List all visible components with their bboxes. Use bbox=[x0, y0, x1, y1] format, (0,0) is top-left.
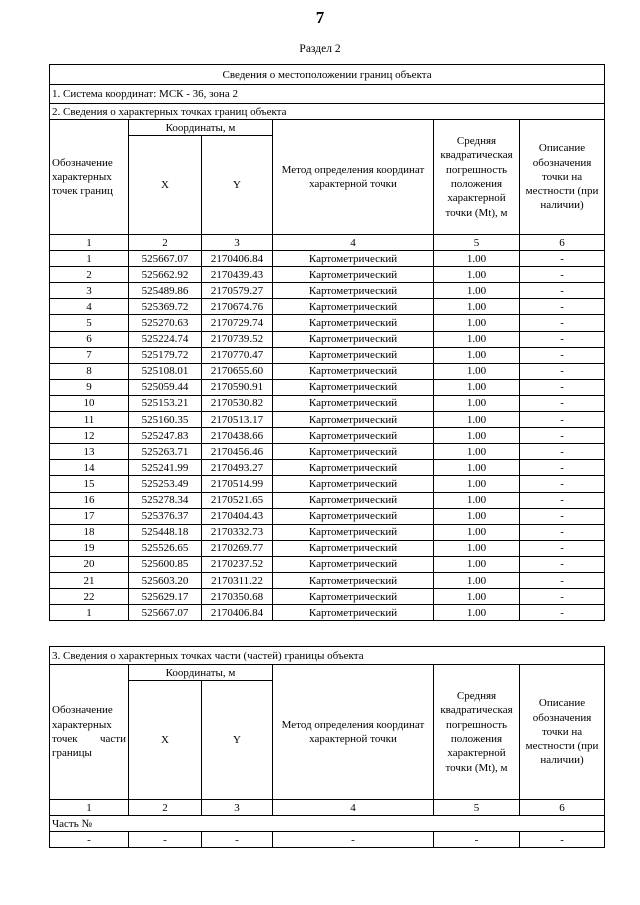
header-designation-2: Обозначение характерных точек части границы bbox=[50, 665, 129, 800]
point-y: 2170332.73 bbox=[202, 524, 273, 540]
point-error: 1.00 bbox=[434, 363, 520, 379]
point-description: - bbox=[520, 331, 605, 347]
point-x: 525224.74 bbox=[129, 331, 202, 347]
point-method: Картометрический bbox=[273, 395, 434, 411]
point-id: 2 bbox=[50, 267, 129, 283]
table-row bbox=[50, 556, 605, 572]
point-id: 15 bbox=[50, 476, 129, 492]
col-number: 1 bbox=[50, 235, 129, 251]
point-x: 525108.01 bbox=[129, 363, 202, 379]
table-row bbox=[50, 347, 605, 363]
col-number: 3 bbox=[202, 235, 273, 251]
empty-cell: - bbox=[273, 832, 434, 848]
part-points-table bbox=[49, 646, 605, 848]
point-id: 7 bbox=[50, 347, 129, 363]
header-y: Y bbox=[202, 136, 273, 235]
point-description: - bbox=[520, 572, 605, 588]
point-id: 1 bbox=[50, 605, 129, 621]
header-y-2: Y bbox=[202, 681, 273, 800]
point-description: - bbox=[520, 251, 605, 267]
table-row bbox=[50, 524, 605, 540]
point-error: 1.00 bbox=[434, 444, 520, 460]
point-x: 525263.71 bbox=[129, 444, 202, 460]
point-error: 1.00 bbox=[434, 524, 520, 540]
col-number: 2 bbox=[129, 235, 202, 251]
point-error: 1.00 bbox=[434, 412, 520, 428]
header-method-2: Метод определения координат характерной точки bbox=[273, 665, 434, 800]
header-description: Описание обозначения точки на местности (при наличии) bbox=[520, 120, 605, 235]
point-y: 2170406.84 bbox=[202, 251, 273, 267]
point-method: Картометрический bbox=[273, 331, 434, 347]
col-number: 3 bbox=[202, 800, 273, 816]
point-error: 1.00 bbox=[434, 540, 520, 556]
table-row bbox=[50, 363, 605, 379]
point-y: 2170439.43 bbox=[202, 267, 273, 283]
point-y: 2170521.65 bbox=[202, 492, 273, 508]
point-id: 18 bbox=[50, 524, 129, 540]
point-id: 13 bbox=[50, 444, 129, 460]
point-y: 2170530.82 bbox=[202, 395, 273, 411]
point-description: - bbox=[520, 589, 605, 605]
table-row bbox=[50, 460, 605, 476]
col-number: 2 bbox=[129, 800, 202, 816]
point-id: 20 bbox=[50, 556, 129, 572]
point-error: 1.00 bbox=[434, 508, 520, 524]
table-row bbox=[50, 331, 605, 347]
col-number: 1 bbox=[50, 800, 129, 816]
point-description: - bbox=[520, 428, 605, 444]
point-id: 5 bbox=[50, 315, 129, 331]
header-method: Метод определения координат характерной точки bbox=[273, 120, 434, 235]
point-error: 1.00 bbox=[434, 395, 520, 411]
point-error: 1.00 bbox=[434, 379, 520, 395]
point-x: 525369.72 bbox=[129, 299, 202, 315]
point-description: - bbox=[520, 379, 605, 395]
point-x: 525179.72 bbox=[129, 347, 202, 363]
empty-cell: - bbox=[434, 832, 520, 848]
point-y: 2170269.77 bbox=[202, 540, 273, 556]
point-x: 525667.07 bbox=[129, 251, 202, 267]
col-number: 5 bbox=[434, 235, 520, 251]
section-title: Раздел 2 bbox=[299, 43, 341, 55]
point-id: 3 bbox=[50, 283, 129, 299]
point-description: - bbox=[520, 347, 605, 363]
point-x: 525153.21 bbox=[129, 395, 202, 411]
coord-system: 1. Система координат: МСК - 36, зона 2 bbox=[50, 85, 605, 104]
point-description: - bbox=[520, 283, 605, 299]
point-method: Картометрический bbox=[273, 267, 434, 283]
point-y: 2170513.17 bbox=[202, 412, 273, 428]
point-x: 525059.44 bbox=[129, 379, 202, 395]
point-y: 2170739.52 bbox=[202, 331, 273, 347]
point-x: 525629.17 bbox=[129, 589, 202, 605]
point-error: 1.00 bbox=[434, 492, 520, 508]
point-description: - bbox=[520, 476, 605, 492]
point-method: Картометрический bbox=[273, 299, 434, 315]
point-error: 1.00 bbox=[434, 315, 520, 331]
point-y: 2170729.74 bbox=[202, 315, 273, 331]
point-error: 1.00 bbox=[434, 347, 520, 363]
col-number: 6 bbox=[520, 800, 605, 816]
empty-cell: - bbox=[202, 832, 273, 848]
point-y: 2170311.22 bbox=[202, 572, 273, 588]
point-x: 525662.92 bbox=[129, 267, 202, 283]
point-description: - bbox=[520, 556, 605, 572]
point-description: - bbox=[520, 395, 605, 411]
point-id: 16 bbox=[50, 492, 129, 508]
point-id: 8 bbox=[50, 363, 129, 379]
point-method: Картометрический bbox=[273, 556, 434, 572]
point-y: 2170406.84 bbox=[202, 605, 273, 621]
point-y: 2170493.27 bbox=[202, 460, 273, 476]
header-error: Средняя квадратическая погрешность положения характерной точки (Mt), м bbox=[434, 120, 520, 235]
table-row bbox=[50, 540, 605, 556]
point-error: 1.00 bbox=[434, 283, 520, 299]
page-number: 7 bbox=[315, 8, 325, 27]
point-y: 2170237.52 bbox=[202, 556, 273, 572]
point-description: - bbox=[520, 444, 605, 460]
point-y: 2170514.99 bbox=[202, 476, 273, 492]
table-row bbox=[50, 379, 605, 395]
point-method: Картометрический bbox=[273, 476, 434, 492]
point-method: Картометрический bbox=[273, 444, 434, 460]
table-row bbox=[50, 267, 605, 283]
point-x: 525253.49 bbox=[129, 476, 202, 492]
point-id: 1 bbox=[50, 251, 129, 267]
point-x: 525376.37 bbox=[129, 508, 202, 524]
header-description-2: Описание обозначения точки на местности (при наличии) bbox=[520, 665, 605, 800]
col-number: 5 bbox=[434, 800, 520, 816]
point-x: 525160.35 bbox=[129, 412, 202, 428]
point-id: 10 bbox=[50, 395, 129, 411]
point-x: 525270.63 bbox=[129, 315, 202, 331]
point-method: Картометрический bbox=[273, 508, 434, 524]
header-coords: Координаты, м bbox=[129, 120, 273, 136]
point-method: Картометрический bbox=[273, 283, 434, 299]
point-error: 1.00 bbox=[434, 572, 520, 588]
col-number: 4 bbox=[273, 235, 434, 251]
empty-cell: - bbox=[50, 832, 129, 848]
point-description: - bbox=[520, 508, 605, 524]
subsection-title-2: 3. Сведения о характерных точках части (частей) границы объекта bbox=[50, 647, 605, 665]
col-number: 4 bbox=[273, 800, 434, 816]
table-row bbox=[50, 315, 605, 331]
points-body bbox=[50, 251, 605, 621]
point-method: Картометрический bbox=[273, 524, 434, 540]
point-description: - bbox=[520, 299, 605, 315]
header-x-2: X bbox=[129, 681, 202, 800]
point-error: 1.00 bbox=[434, 299, 520, 315]
point-method: Картометрический bbox=[273, 428, 434, 444]
point-y: 2170674.76 bbox=[202, 299, 273, 315]
point-x: 525600.85 bbox=[129, 556, 202, 572]
point-description: - bbox=[520, 524, 605, 540]
point-error: 1.00 bbox=[434, 556, 520, 572]
boundary-points-table bbox=[49, 64, 605, 621]
empty-cell: - bbox=[520, 832, 605, 848]
header-x: X bbox=[129, 136, 202, 235]
point-y: 2170770.47 bbox=[202, 347, 273, 363]
part-label: Часть № bbox=[50, 816, 605, 832]
table-row bbox=[50, 283, 605, 299]
point-method: Картометрический bbox=[273, 412, 434, 428]
point-error: 1.00 bbox=[434, 267, 520, 283]
table-row bbox=[50, 508, 605, 524]
point-y: 2170579.27 bbox=[202, 283, 273, 299]
header-error-2: Средняя квадратическая погрешность положения характерной точки (Mt), м bbox=[434, 665, 520, 800]
col-number: 6 bbox=[520, 235, 605, 251]
point-description: - bbox=[520, 492, 605, 508]
table-row bbox=[50, 572, 605, 588]
point-error: 1.00 bbox=[434, 476, 520, 492]
point-id: 9 bbox=[50, 379, 129, 395]
point-method: Картометрический bbox=[273, 251, 434, 267]
table-row bbox=[50, 492, 605, 508]
point-method: Картометрический bbox=[273, 572, 434, 588]
point-method: Картометрический bbox=[273, 589, 434, 605]
point-error: 1.00 bbox=[434, 251, 520, 267]
point-x: 525448.18 bbox=[129, 524, 202, 540]
point-description: - bbox=[520, 412, 605, 428]
table-row bbox=[50, 251, 605, 267]
table-title: Сведения о местоположении границ объекта bbox=[50, 65, 605, 85]
point-id: 12 bbox=[50, 428, 129, 444]
point-y: 2170350.68 bbox=[202, 589, 273, 605]
point-y: 2170404.43 bbox=[202, 508, 273, 524]
subsection-title: 2. Сведения о характерных точках границ объекта bbox=[50, 104, 605, 120]
point-description: - bbox=[520, 267, 605, 283]
point-method: Картометрический bbox=[273, 605, 434, 621]
table-row bbox=[50, 444, 605, 460]
table-row bbox=[50, 476, 605, 492]
point-id: 22 bbox=[50, 589, 129, 605]
point-description: - bbox=[520, 540, 605, 556]
point-x: 525603.20 bbox=[129, 572, 202, 588]
header-designation: Обозначение характерных точек границ bbox=[50, 120, 129, 235]
point-x: 525489.86 bbox=[129, 283, 202, 299]
point-method: Картометрический bbox=[273, 363, 434, 379]
header-coords-2: Координаты, м bbox=[129, 665, 273, 681]
point-description: - bbox=[520, 315, 605, 331]
point-y: 2170456.46 bbox=[202, 444, 273, 460]
point-method: Картометрический bbox=[273, 492, 434, 508]
point-id: 4 bbox=[50, 299, 129, 315]
point-method: Картометрический bbox=[273, 347, 434, 363]
point-id: 17 bbox=[50, 508, 129, 524]
point-description: - bbox=[520, 605, 605, 621]
point-y: 2170655.60 bbox=[202, 363, 273, 379]
point-error: 1.00 bbox=[434, 428, 520, 444]
point-id: 11 bbox=[50, 412, 129, 428]
point-id: 21 bbox=[50, 572, 129, 588]
point-x: 525667.07 bbox=[129, 605, 202, 621]
table-row bbox=[50, 395, 605, 411]
point-id: 14 bbox=[50, 460, 129, 476]
point-error: 1.00 bbox=[434, 460, 520, 476]
point-description: - bbox=[520, 460, 605, 476]
point-error: 1.00 bbox=[434, 331, 520, 347]
table-row bbox=[50, 428, 605, 444]
table-row bbox=[50, 589, 605, 605]
table-row bbox=[50, 412, 605, 428]
point-method: Картометрический bbox=[273, 315, 434, 331]
point-method: Картометрический bbox=[273, 540, 434, 556]
table-row bbox=[50, 299, 605, 315]
point-x: 525247.83 bbox=[129, 428, 202, 444]
point-y: 2170438.66 bbox=[202, 428, 273, 444]
point-id: 19 bbox=[50, 540, 129, 556]
point-method: Картометрический bbox=[273, 379, 434, 395]
point-x: 525526.65 bbox=[129, 540, 202, 556]
table-row bbox=[50, 605, 605, 621]
point-method: Картометрический bbox=[273, 460, 434, 476]
point-x: 525278.34 bbox=[129, 492, 202, 508]
empty-cell: - bbox=[129, 832, 202, 848]
point-x: 525241.99 bbox=[129, 460, 202, 476]
point-error: 1.00 bbox=[434, 589, 520, 605]
point-error: 1.00 bbox=[434, 605, 520, 621]
point-id: 6 bbox=[50, 331, 129, 347]
point-description: - bbox=[520, 363, 605, 379]
point-y: 2170590.91 bbox=[202, 379, 273, 395]
